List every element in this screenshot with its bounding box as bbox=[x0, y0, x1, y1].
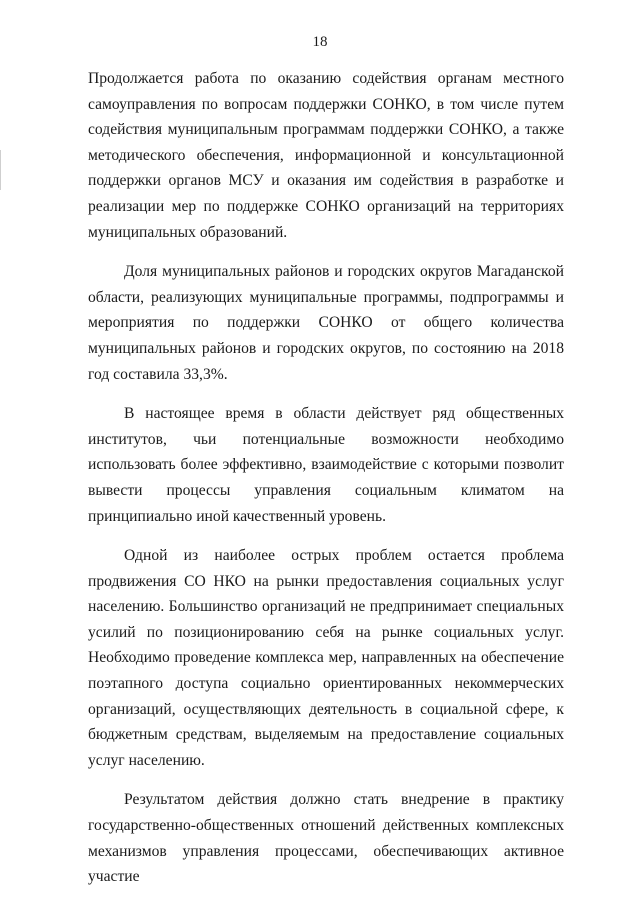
paragraph-3: В настоящее время в области действует ряд общественных институтов, чьи потенциальные возможности необходимо использовать более эффективно, взаимодействие с которыми позволит вывести процессы управления социальным климатом на принципиально иной качественный уровень. bbox=[88, 405, 564, 525]
document-body bbox=[88, 66, 564, 904]
paragraph-5: Результатом действия должно стать внедрение в практику государственно-общественных отношений действенных комплексных механизмов управления процессами, обеспечивающих активное участие bbox=[88, 791, 564, 886]
paragraph-4: Одной из наиболее острых проблем остается проблема продвижения СО НКО на рынки предоставления социальных услуг населению. Большинство организаций не предпринимает специальных усилий по позиционированию себя на рынке социальных услуг. Необходимо проведение комплекса мер, направленных на обеспечение поэтапного доступа социально ориентированных некоммерческих организаций, осуществляющих деятельность в социальной сфере, к бюджетным средствам, выделяемым на предоставление социальных услуг населению. bbox=[88, 547, 564, 769]
scan-edge-mark bbox=[0, 150, 1, 190]
paragraph-1: Продолжается работа по оказанию содействия органам местного самоуправления по вопросам поддержки СОНКО, в том числе путем содействия муниципальным программам поддержки СОНКО, а также методического обеспечения, информационной и консультационной поддержки органов МСУ и оказания им содействия в разработке и реализации мер по поддержке СОНКО организаций на территориях муниципальных образований. bbox=[88, 70, 564, 241]
paragraph-2: Доля муниципальных районов и городских округов Магаданской области, реализующих муниципальные программы, подпрограммы и мероприятия по поддержки СОНКО от общего количества муниципальных районов и городских округов, по состоянию на 2018 год составила 33,3%. bbox=[88, 263, 564, 383]
page-number: 18 bbox=[312, 34, 328, 50]
